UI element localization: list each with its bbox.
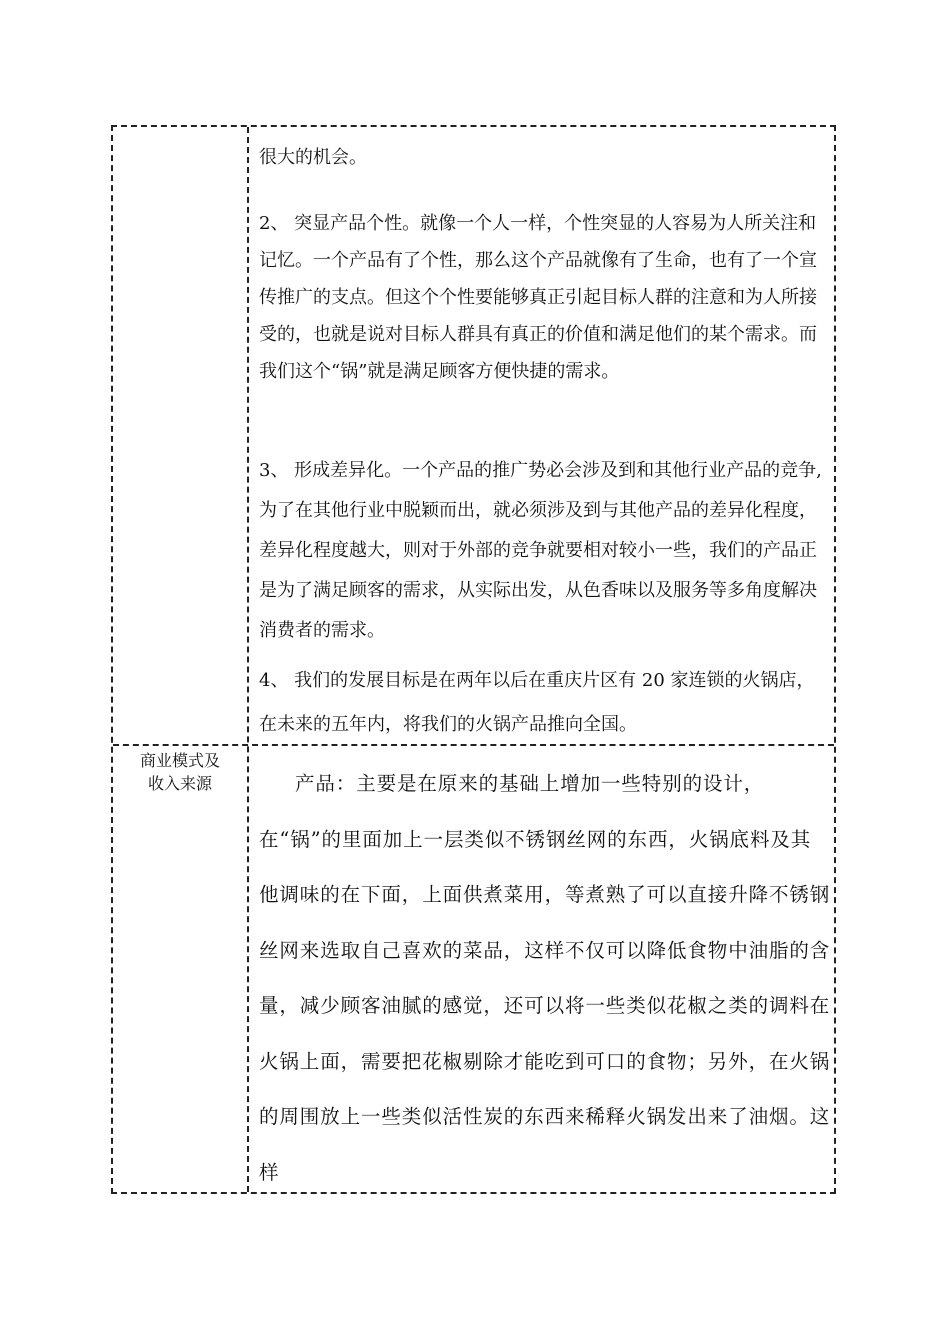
paragraph-point-4: 4、 我们的发展目标是在两年以后在重庆片区有 20 家连锁的火锅店，在未来的五年内，将我们的火锅产品推向全国。 <box>259 670 815 735</box>
paragraph-point-2 <box>259 205 831 390</box>
row-label-business-model <box>115 749 245 795</box>
paragraph-point-2-text: 2、 突显产品个性。就像一个人一样，个性突显的人容易为人所关注和记忆。一个产品有了个性，那么这个产品就像有了生命，也有了一个宣传推广的支点。但这个个性要能够真正引起目标人群的注意和为人所接受的，也就是说对目标人群具有真正的价值和满足他们的某个需求。而我们这个“锅”就是满足顾客方便快捷的需求。 <box>259 213 817 382</box>
business-model-content: 产品：主要是在原来的基础上增加一些特别的设计，在“锅”的里面加上一层类似不锈钢丝网的东西，火锅底料及其他调味的在下面，上面供煮菜用，等煮熟了可以直接升降不锈钢丝网来选取自己喜欢的菜品，这样不仅可以降低食物中油脂的含量，减少顾客油腻的感觉，还可以将一些类似花椒之类的调料在火锅上面，需要把花椒剔除才能吃到可口的食物；另外，在火锅的周围放上一些类似活性炭的东西来稀释火锅发出来了油烟。这样 <box>259 772 831 1184</box>
paragraph-point-3: 3、 形成差异化。一个产品的推广势必会涉及到和其他行业产品的竞争,为了在其他行业中脱颖而出，就必须涉及到与其他产品的差异化程度，差异化程度越大，则对于外部的竞争就要相对较小一些，我们的产品正是为了满足顾客的需求，从实际出发，从色香味以及服务等多角度解决消费者的需求。 <box>259 460 822 641</box>
row-label-line-2: 收入来源 <box>147 774 212 793</box>
paragraph-continuation: 很大的机会。 <box>259 147 367 168</box>
row-label-line-1: 商业模式及 <box>139 751 220 770</box>
column-divider <box>247 127 249 1192</box>
business-plan-table <box>111 125 836 1194</box>
